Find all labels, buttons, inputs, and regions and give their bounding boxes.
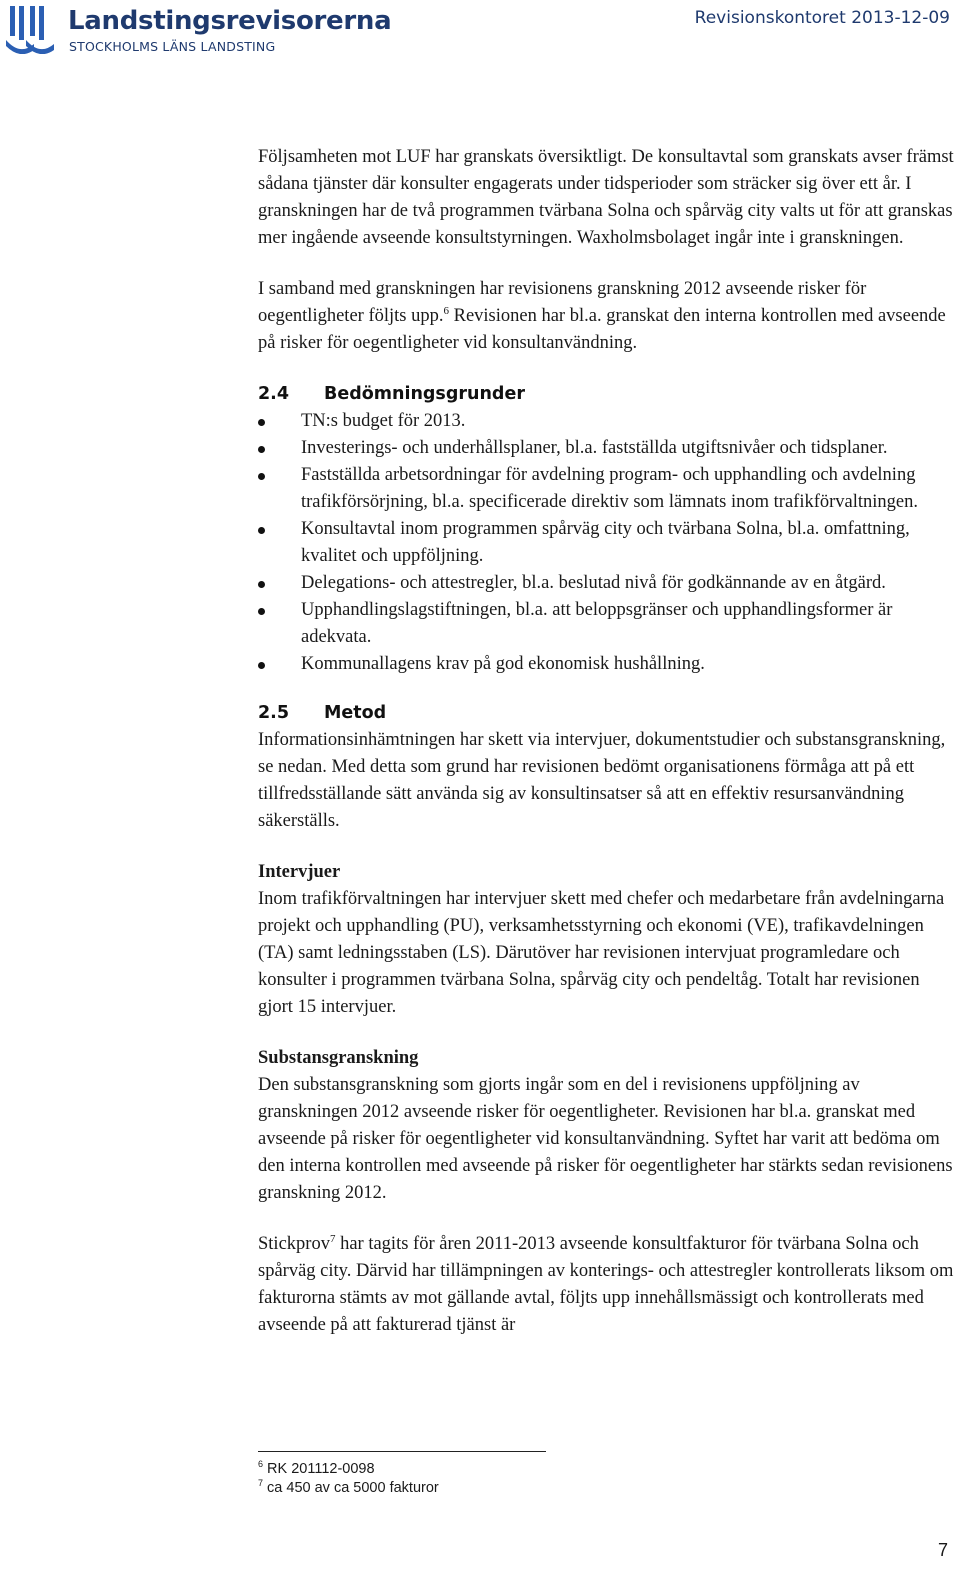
list-item-text: Delegations- och attestregler, bl.a. beslutad nivå för godkännande av en åtgärd.	[301, 573, 886, 593]
list-item-text: Kommunallagens krav på god ekonomisk hushållning.	[301, 654, 705, 674]
list-item	[258, 408, 958, 435]
list-item	[258, 435, 958, 462]
header-meta: Revisionskontoret 2013-12-09	[694, 8, 950, 28]
list-item-text: Investerings- och underhållsplaner, bl.a. fastställda utgiftsnivåer och tidsplaner.	[301, 438, 888, 458]
footnote-text: ca 450 av ca 5000 fakturor	[267, 1480, 439, 1496]
footnotes	[258, 1460, 439, 1498]
footnote-number: 6	[258, 1459, 264, 1470]
paragraph-intervjuer: Inom trafikförvaltningen har intervjuer skett med chefer och medarbetare från avdelningarna projekt och upphandling (PU), verksamhetsstyrning och ekonomi (VE), trafikavdelningen (TA) samt ledningsstaben (LS). Därutöver har revisionen intervjuat programledare och konsulter i programmen tvärbana Solna, spårväg city och pendeltåg. Totalt har revisionen gjort 15 intervjuer.	[258, 889, 945, 1017]
paragraph-text: Revisionen har bl.a. granskat den interna kontrollen med avseende på risker för oegentligheter vid konsultanvändning.	[258, 306, 946, 353]
section-number: 2.4	[258, 384, 290, 404]
list-item	[258, 570, 958, 597]
section-heading-2-4	[258, 381, 958, 408]
list-item-text: TN:s budget för 2013.	[301, 411, 466, 431]
footnote	[258, 1479, 439, 1498]
bullet-icon	[258, 581, 265, 588]
bullet-icon	[258, 527, 265, 534]
subheading-intervjuer: Intervjuer	[258, 862, 341, 882]
landstingsrevisorerna-logo-icon	[6, 4, 62, 54]
section-heading-2-5	[258, 700, 958, 727]
org-name: Landstingsrevisorerna	[68, 6, 392, 36]
section-title: Bedömningsgrunder	[324, 384, 525, 404]
list-item-text: Konsultavtal inom programmen spårväg city och tvärbana Solna, bl.a. omfattning, kvalitet och uppföljning.	[301, 519, 910, 566]
paragraph-text: I samband med granskningen har revisionens granskning 2012 avseende risker för oegentligheter följts upp.	[258, 279, 867, 326]
section-title: Metod	[324, 703, 387, 723]
document-body	[258, 144, 958, 1363]
paragraph-text: Stickprov	[258, 1234, 330, 1254]
bullet-icon	[258, 608, 265, 615]
list-item	[258, 516, 958, 570]
bullet-icon	[258, 446, 265, 453]
list-item	[258, 462, 958, 516]
subheading-substansgranskning: Substansgranskning	[258, 1048, 419, 1068]
org-subtitle: STOCKHOLMS LÄNS LANDSTING	[69, 39, 276, 54]
list-item	[258, 651, 958, 678]
section-number: 2.5	[258, 703, 290, 723]
footnote	[258, 1460, 439, 1479]
footnote-text: RK 201112-0098	[267, 1461, 375, 1477]
page-header	[0, 0, 960, 60]
paragraph-luf: Följsamheten mot LUF har granskats översiktligt. De konsultavtal som granskats avser främst sådana tjänster där konsulter engagerats under tidsperioder som sträcker sig över ett år. I granskningen har de två programmen tvärbana Solna och spårväg city valts ut för att granskas mer ingående avseende konsultstyrningen. Waxholmsbolaget ingår inte i granskningen.	[258, 147, 954, 248]
paragraph-metod: Informationsinhämtningen har skett via intervjuer, dokumentstudier och substansgranskning, se nedan. Med detta som grund har revisionen bedömt organisationens förmåga att på ett tillfredsställande sätt använda sig av konsultinsatser så att en effektiv resursanvändning säkerställs.	[258, 730, 946, 831]
list-item-text: Upphandlingslagstiftningen, bl.a. att beloppsgränser och upphandlingsformer är adekvata.	[301, 600, 893, 647]
list-item-text: Fastställda arbetsordningar för avdelning program- och upphandling och avdelning trafikförsörjning, bl.a. specificerade direktiv som lämnats inom trafikförvaltningen.	[301, 465, 918, 512]
footnote-ref[interactable]: 7	[329, 1232, 336, 1245]
footnote-ref[interactable]: 6	[443, 304, 449, 317]
paragraph-substansgranskning: Den substansgranskning som gjorts ingår som en del i revisionens uppföljning av granskningen 2012 avseende risker för oegentligheter. Revisionen har bl.a. granskat med avseende på risker för oegentligheter vid konsultanvändning. Syftet har varit att bedöma om den interna kontrollen med avseende på risker för oegentligheter har stärkts sedan revisionens granskning 2012.	[258, 1075, 953, 1203]
bullet-icon	[258, 662, 265, 669]
bullet-icon	[258, 419, 265, 426]
footnote-divider	[258, 1451, 546, 1452]
criteria-list	[258, 408, 958, 678]
paragraph-stickprov	[258, 1231, 958, 1339]
bullet-icon	[258, 473, 265, 480]
footnote-number: 7	[258, 1478, 264, 1489]
page-number: 7	[937, 1540, 948, 1560]
paragraph-text: har tagits för åren 2011-2013 avseende konsultfakturor för tvärbana Solna och spårväg city. Därvid har tillämpningen av konterings- och attestregler kontrollerats liksom om fakturorna stämts av mot gällande avtal, följts upp innehållsmässigt och kontrollerats med avseende på att fakturerad tjänst är	[258, 1234, 954, 1335]
paragraph-uppfoljning	[258, 276, 958, 357]
list-item	[258, 597, 958, 651]
